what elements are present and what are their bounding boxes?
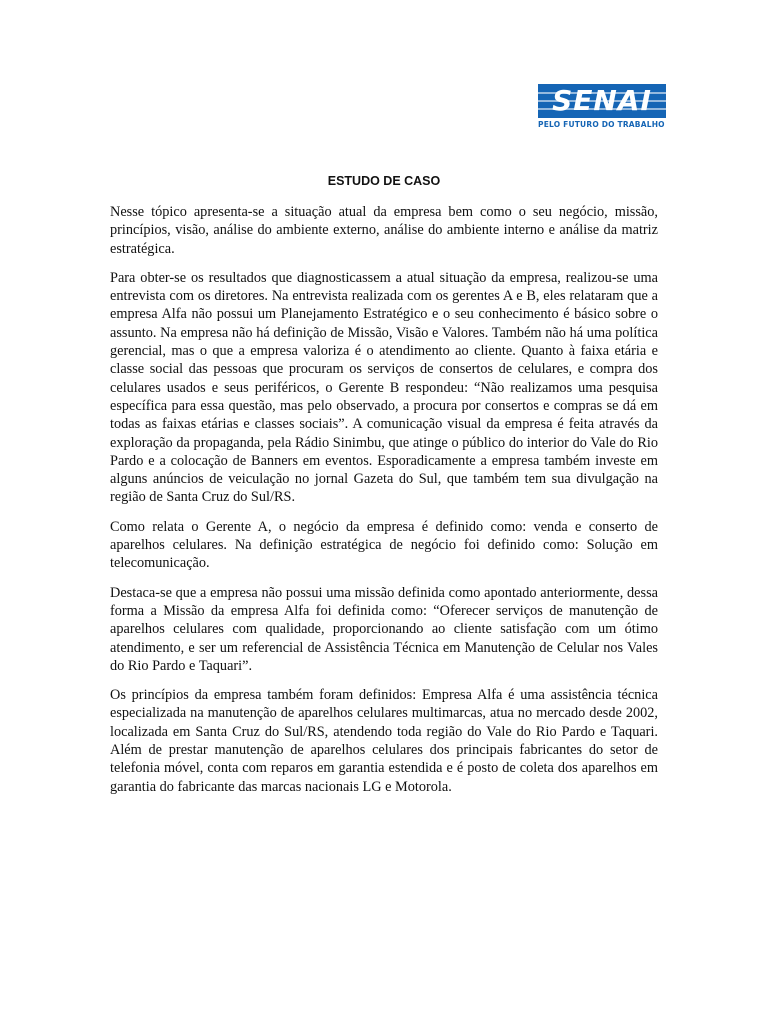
paragraph-diagnosis: Para obter-se os resultados que diagnosticassem a atual situação da empresa, realizou-se uma entrevista com os diretores. Na entrevista realizada com os gerentes A e B, eles relataram que a empresa Alfa não possui um Planejamento Estratégico e o seu conhecimento é básico sobre o assunto. Na empresa não há definição de Missão, Visão e Valores. Também não há uma política gerencial, mas o que a empresa valoriza é o atendimento ao cliente. Quanto à faixa etária e classe social das pessoas que procuram os serviços de consertos de celulares, e compra dos celulares usados e seus periféricos, o Gerente B respondeu: “Não realizamos uma pesquisa específica para essa questão, mas pelo observado, a procura por consertos e compras se dá em todas as faixas etárias e classes sociais”. A comunicação visual da empresa é feita através da exploração da propaganda, pela Rádio Sinimbu, que atinge o público do interior do Vale do Rio Pardo e a colocação de Banners em eventos. Esporadicamente a empresa também investe em alguns anúncios de veiculação no jornal Gazeta do Sul, que também tem sua divulgação na região de Santa Cruz do Sul/RS.: [110, 269, 658, 506]
document-title: ESTUDO DE CASO: [327, 174, 441, 188]
paragraph-mission: Destaca-se que a empresa não possui uma missão definida como apontado anteriormente, dessa forma a Missão da empresa Alfa foi definida como: “Oferecer serviços de manutenção de aparelhos celulares com qualidade, proporcionando ao cliente satisfação com um ótimo atendimento, e ser um referencial de Assistência Técnica em Manutenção de Celular nos Vales do Rio Pardo e Taquari”.: [110, 584, 658, 674]
document-body: [110, 203, 658, 807]
senai-logo-box: [538, 84, 666, 118]
logo-tagline: PELO FUTURO DO TRABALHO: [538, 120, 665, 129]
logo-word: SENAI: [552, 84, 652, 117]
senai-logo: [538, 84, 668, 129]
paragraph-principles: Os princípios da empresa também foram definidos: Empresa Alfa é uma assistência técnica especializada na manutenção de aparelhos celulares multimarcas, atua no mercado desde 2002, localizada em Santa Cruz do Sul/RS, atendendo toda região do Vale do Rio Pardo e Taquari. Além de prestar manutenção de aparelhos celulares dos principais fabricantes do setor de telefonia móvel, conta com reparos em garantia estendida e é posto de coleta dos aparelhos em garantia do fabricante das marcas nacionais LG e Motorola.: [110, 687, 658, 795]
paragraph-intro: Nesse tópico apresenta-se a situação atual da empresa bem como o seu negócio, missão, princípios, visão, análise do ambiente externo, análise do ambiente interno e análise da matriz estratégica.: [110, 204, 658, 257]
paragraph-business: Como relata o Gerente A, o negócio da empresa é definido como: venda e conserto de aparelhos celulares. Na definição estratégica de negócio foi definido como: Solução em telecomunicação.: [110, 518, 658, 572]
